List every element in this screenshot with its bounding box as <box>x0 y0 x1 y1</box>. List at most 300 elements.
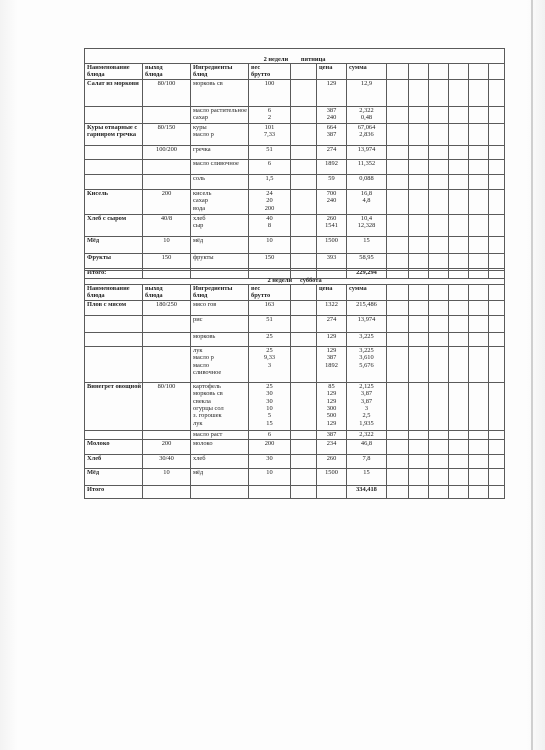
empty-cell <box>409 332 429 346</box>
table-header-row <box>85 64 505 80</box>
empty-cell <box>387 468 409 485</box>
empty-cell <box>387 64 409 80</box>
ingredient-cell: масло сливочное <box>191 159 249 174</box>
empty-cell <box>409 346 429 382</box>
empty-cell <box>429 64 449 80</box>
empty-cell <box>429 382 449 430</box>
spare-cell <box>291 145 317 159</box>
empty-cell <box>489 439 505 454</box>
table-row <box>85 346 505 382</box>
empty-cell <box>469 315 489 332</box>
empty-cell <box>469 106 489 123</box>
table-row <box>85 454 505 468</box>
empty-cell <box>429 174 449 189</box>
empty-cell <box>449 346 469 382</box>
empty-cell <box>469 430 489 439</box>
portion-cell <box>143 346 191 382</box>
ingredient-cell: фрукты <box>191 253 249 268</box>
table-row <box>85 439 505 454</box>
sum-cell: 16,8 4,8 <box>347 189 387 214</box>
empty-cell <box>409 468 429 485</box>
empty-cell <box>489 430 505 439</box>
table-row <box>85 315 505 332</box>
sum-cell: 2,322 0,48 <box>347 106 387 123</box>
ingredient-cell: молоко <box>191 439 249 454</box>
portion-cell <box>143 315 191 332</box>
ingredient-cell: гречка <box>191 145 249 159</box>
dish-name-cell: Мёд <box>85 236 143 253</box>
empty-cell <box>449 300 469 315</box>
column-header: Наименование блюда <box>85 285 143 301</box>
sum-cell: 10,4 12,328 <box>347 214 387 236</box>
weight-cell: 30 <box>249 454 291 468</box>
empty-cell <box>449 439 469 454</box>
empty-cell <box>489 300 505 315</box>
price-cell: 387 <box>317 430 347 439</box>
portion-cell <box>143 106 191 123</box>
empty-cell <box>469 285 489 301</box>
empty-cell <box>429 430 449 439</box>
empty-cell <box>409 236 429 253</box>
dish-name-cell: Фрукты <box>85 253 143 268</box>
empty-cell <box>387 485 409 498</box>
empty-cell <box>409 485 429 498</box>
weight-cell: 51 <box>249 145 291 159</box>
day-title: 2 недели суббота <box>85 271 505 285</box>
table-row <box>85 468 505 485</box>
sum-cell: 2,322 <box>347 430 387 439</box>
empty-cell <box>409 214 429 236</box>
empty-cell <box>409 253 429 268</box>
portion-cell: 80/150 <box>143 123 191 145</box>
empty-cell <box>489 174 505 189</box>
spare-cell <box>291 454 317 468</box>
column-header: цена <box>317 64 347 80</box>
empty-cell <box>429 468 449 485</box>
sum-cell: 13,974 <box>347 145 387 159</box>
day-title: 2 недели пятница <box>85 49 505 64</box>
price-cell: 387 240 <box>317 106 347 123</box>
spare-cell <box>291 159 317 174</box>
spare-cell <box>291 214 317 236</box>
ingredient-cell <box>191 485 249 498</box>
empty-cell <box>489 285 505 301</box>
table-row <box>85 174 505 189</box>
empty-cell <box>387 79 409 106</box>
sum-cell: 11,352 <box>347 159 387 174</box>
ingredient-cell: масло растительное сахар <box>191 106 249 123</box>
dish-name-cell: Мёд <box>85 468 143 485</box>
spare-cell <box>291 79 317 106</box>
dish-name-cell <box>85 315 143 332</box>
empty-cell <box>387 315 409 332</box>
empty-cell <box>409 430 429 439</box>
empty-cell <box>489 253 505 268</box>
ingredient-cell: куры масло р <box>191 123 249 145</box>
portion-cell: 180/250 <box>143 300 191 315</box>
table-title-row <box>85 271 505 285</box>
empty-cell <box>489 468 505 485</box>
column-header: цена <box>317 285 347 301</box>
ingredient-cell: картофель морковь св свекла огурцы сол з. горошек лук <box>191 382 249 430</box>
empty-cell <box>387 454 409 468</box>
ingredient-cell: мёд <box>191 236 249 253</box>
table-row <box>85 214 505 236</box>
table-row <box>85 159 505 174</box>
empty-cell <box>387 189 409 214</box>
empty-cell <box>409 454 429 468</box>
empty-cell <box>489 236 505 253</box>
portion-cell <box>143 485 191 498</box>
empty-cell <box>387 332 409 346</box>
empty-cell <box>449 145 469 159</box>
table-row <box>85 106 505 123</box>
column-header <box>291 285 317 301</box>
empty-cell <box>409 189 429 214</box>
empty-cell <box>387 106 409 123</box>
column-header: вес брутто <box>249 285 291 301</box>
price-cell: 664 387 <box>317 123 347 145</box>
column-header: выход блюда <box>143 285 191 301</box>
saturday-menu-table <box>84 270 505 499</box>
table-row <box>85 236 505 253</box>
price-cell: 1322 <box>317 300 347 315</box>
empty-cell <box>489 485 505 498</box>
friday-menu-table <box>84 48 505 279</box>
weight-cell: 25 9,33 3 <box>249 346 291 382</box>
empty-cell <box>409 382 429 430</box>
sum-cell: 67,064 2,836 <box>347 123 387 145</box>
empty-cell <box>429 189 449 214</box>
spare-cell <box>291 382 317 430</box>
weight-cell: 6 2 <box>249 106 291 123</box>
empty-cell <box>489 454 505 468</box>
empty-cell <box>469 485 489 498</box>
weight-cell: 24 20 200 <box>249 189 291 214</box>
weight-cell: 6 <box>249 430 291 439</box>
empty-cell <box>409 439 429 454</box>
dish-name-cell: Молоко <box>85 439 143 454</box>
table-row <box>85 382 505 430</box>
price-cell: 129 <box>317 332 347 346</box>
empty-cell <box>449 315 469 332</box>
ingredient-cell: лук масло р масло сливочное <box>191 346 249 382</box>
spare-cell <box>291 485 317 498</box>
empty-cell <box>489 189 505 214</box>
sum-cell: 46,8 <box>347 439 387 454</box>
empty-cell <box>409 106 429 123</box>
empty-cell <box>409 159 429 174</box>
empty-cell <box>449 123 469 145</box>
empty-cell <box>429 346 449 382</box>
empty-cell <box>449 174 469 189</box>
empty-cell <box>469 159 489 174</box>
empty-cell <box>449 79 469 106</box>
weight-cell: 100 <box>249 79 291 106</box>
ingredient-cell: рис <box>191 315 249 332</box>
spare-cell <box>291 253 317 268</box>
price-cell <box>317 485 347 498</box>
dish-name-cell <box>85 430 143 439</box>
page-edge-shadow <box>531 0 533 750</box>
empty-cell <box>429 106 449 123</box>
empty-cell <box>489 214 505 236</box>
spare-cell <box>291 332 317 346</box>
price-cell: 274 <box>317 315 347 332</box>
empty-cell <box>387 285 409 301</box>
portion-cell <box>143 430 191 439</box>
table-row <box>85 123 505 145</box>
empty-cell <box>429 485 449 498</box>
sum-cell: 0,088 <box>347 174 387 189</box>
dish-name-cell <box>85 346 143 382</box>
column-header: Ингредиенты блюд <box>191 64 249 80</box>
empty-cell <box>429 439 449 454</box>
portion-cell: 200 <box>143 189 191 214</box>
empty-cell <box>469 145 489 159</box>
sum-cell: 3,225 <box>347 332 387 346</box>
ingredient-cell: морковь св <box>191 79 249 106</box>
empty-cell <box>449 382 469 430</box>
empty-cell <box>429 285 449 301</box>
spare-cell <box>291 300 317 315</box>
empty-cell <box>409 145 429 159</box>
sum-cell: 15 <box>347 236 387 253</box>
empty-cell <box>409 64 429 80</box>
empty-cell <box>429 253 449 268</box>
empty-cell <box>387 236 409 253</box>
empty-cell <box>409 315 429 332</box>
table-header-row <box>85 285 505 301</box>
weight-cell: 1,5 <box>249 174 291 189</box>
empty-cell <box>387 439 409 454</box>
dish-name-cell: Кисель <box>85 189 143 214</box>
price-cell: 129 <box>317 79 347 106</box>
empty-cell <box>489 332 505 346</box>
ingredient-cell: мясо гов <box>191 300 249 315</box>
empty-cell <box>429 123 449 145</box>
empty-cell <box>469 346 489 382</box>
empty-cell <box>409 300 429 315</box>
portion-cell <box>143 159 191 174</box>
dish-name-cell <box>85 174 143 189</box>
sum-cell: 13,974 <box>347 315 387 332</box>
empty-cell <box>429 214 449 236</box>
price-cell: 1892 <box>317 159 347 174</box>
empty-cell <box>429 145 449 159</box>
empty-cell <box>469 236 489 253</box>
empty-cell <box>449 454 469 468</box>
empty-cell <box>449 430 469 439</box>
table-title-row <box>85 49 505 64</box>
column-header <box>291 64 317 80</box>
sum-cell: 58,95 <box>347 253 387 268</box>
empty-cell <box>387 430 409 439</box>
empty-cell <box>489 382 505 430</box>
empty-cell <box>429 300 449 315</box>
empty-cell <box>469 382 489 430</box>
ingredient-cell: масло раст <box>191 430 249 439</box>
price-cell: 260 1541 <box>317 214 347 236</box>
dish-name-cell <box>85 106 143 123</box>
empty-cell <box>387 214 409 236</box>
dish-name-cell: Итого <box>85 485 143 498</box>
spare-cell <box>291 123 317 145</box>
empty-cell <box>429 79 449 106</box>
portion-cell: 10 <box>143 468 191 485</box>
price-cell: 1500 <box>317 468 347 485</box>
price-cell: 260 <box>317 454 347 468</box>
price-cell: 700 240 <box>317 189 347 214</box>
empty-cell <box>489 79 505 106</box>
empty-cell <box>489 106 505 123</box>
empty-cell <box>489 315 505 332</box>
price-cell: 393 <box>317 253 347 268</box>
column-header: Наименование блюда <box>85 64 143 80</box>
empty-cell <box>409 285 429 301</box>
weight-cell: 25 30 30 10 5 15 <box>249 382 291 430</box>
sum-cell: 12,9 <box>347 79 387 106</box>
spare-cell <box>291 430 317 439</box>
ingredient-cell: морковь <box>191 332 249 346</box>
empty-cell <box>449 214 469 236</box>
empty-cell <box>429 454 449 468</box>
weight-cell: 51 <box>249 315 291 332</box>
weight-cell <box>249 485 291 498</box>
weight-cell: 40 8 <box>249 214 291 236</box>
empty-cell <box>449 106 469 123</box>
column-header: сумма <box>347 285 387 301</box>
ingredient-cell: мёд <box>191 468 249 485</box>
table-row <box>85 332 505 346</box>
spare-cell <box>291 439 317 454</box>
portion-cell: 100/200 <box>143 145 191 159</box>
empty-cell <box>387 382 409 430</box>
dish-name-cell: Плов с мясом <box>85 300 143 315</box>
empty-cell <box>429 236 449 253</box>
price-cell: 129 387 1892 <box>317 346 347 382</box>
column-header: вес брутто <box>249 64 291 80</box>
empty-cell <box>469 468 489 485</box>
empty-cell <box>449 189 469 214</box>
empty-cell <box>449 285 469 301</box>
empty-cell <box>469 189 489 214</box>
empty-cell <box>387 123 409 145</box>
portion-cell: 30/40 <box>143 454 191 468</box>
weight-cell: 101 7,33 <box>249 123 291 145</box>
empty-cell <box>449 332 469 346</box>
empty-cell <box>409 123 429 145</box>
spare-cell <box>291 236 317 253</box>
empty-cell <box>429 332 449 346</box>
table-row <box>85 189 505 214</box>
weight-cell: 25 <box>249 332 291 346</box>
table-row <box>85 253 505 268</box>
weight-cell: 200 <box>249 439 291 454</box>
portion-cell: 40/8 <box>143 214 191 236</box>
table-row <box>85 430 505 439</box>
spare-cell <box>291 106 317 123</box>
sum-cell: 215,486 <box>347 300 387 315</box>
ingredient-cell: соль <box>191 174 249 189</box>
empty-cell <box>489 159 505 174</box>
empty-cell <box>409 174 429 189</box>
spare-cell <box>291 315 317 332</box>
empty-cell <box>387 253 409 268</box>
empty-cell <box>387 145 409 159</box>
spare-cell <box>291 189 317 214</box>
dish-name-cell: Винегрет овощной <box>85 382 143 430</box>
empty-cell <box>449 64 469 80</box>
price-cell: 59 <box>317 174 347 189</box>
ingredient-cell: кисель сахар вода <box>191 189 249 214</box>
table-row <box>85 300 505 315</box>
sum-cell: 229,294 <box>347 268 387 278</box>
dish-name-cell: Куры отварные с гарниром гречка <box>85 123 143 145</box>
dish-name-cell <box>85 145 143 159</box>
weight-cell: 6 <box>249 159 291 174</box>
portion-cell: 80/100 <box>143 79 191 106</box>
column-header: выход блюда <box>143 64 191 80</box>
portion-cell <box>143 174 191 189</box>
portion-cell <box>143 332 191 346</box>
empty-cell <box>469 214 489 236</box>
empty-cell <box>409 79 429 106</box>
weight-cell: 150 <box>249 253 291 268</box>
weight-cell: 163 <box>249 300 291 315</box>
empty-cell <box>449 236 469 253</box>
empty-cell <box>469 64 489 80</box>
dish-name-cell <box>85 332 143 346</box>
price-cell: 234 <box>317 439 347 454</box>
spare-cell <box>291 346 317 382</box>
dish-name-cell <box>85 159 143 174</box>
sum-cell: 3,225 3,610 5,676 <box>347 346 387 382</box>
empty-cell <box>469 439 489 454</box>
empty-cell <box>387 346 409 382</box>
column-header: Ингредиенты блюд <box>191 285 249 301</box>
table-row <box>85 145 505 159</box>
empty-cell <box>429 315 449 332</box>
empty-cell <box>469 300 489 315</box>
sum-cell: 15 <box>347 468 387 485</box>
portion-cell: 80/100 <box>143 382 191 430</box>
empty-cell <box>429 159 449 174</box>
portion-cell: 200 <box>143 439 191 454</box>
portion-cell: 150 <box>143 253 191 268</box>
empty-cell <box>469 454 489 468</box>
dish-name-cell: Хлеб <box>85 454 143 468</box>
spare-cell <box>291 468 317 485</box>
empty-cell <box>449 485 469 498</box>
table-row <box>85 485 505 498</box>
empty-cell <box>469 253 489 268</box>
empty-cell <box>449 468 469 485</box>
empty-cell <box>449 253 469 268</box>
empty-cell <box>469 79 489 106</box>
empty-cell <box>469 174 489 189</box>
ingredient-cell: хлеб <box>191 454 249 468</box>
table-row <box>85 79 505 106</box>
dish-name-cell: Итого: <box>85 268 143 278</box>
empty-cell <box>489 64 505 80</box>
ingredient-cell: хлеб сыр <box>191 214 249 236</box>
sum-cell: 2,125 3,87 3,87 3 2,5 1,935 <box>347 382 387 430</box>
portion-cell: 10 <box>143 236 191 253</box>
empty-cell <box>469 332 489 346</box>
price-cell: 1500 <box>317 236 347 253</box>
empty-cell <box>489 123 505 145</box>
